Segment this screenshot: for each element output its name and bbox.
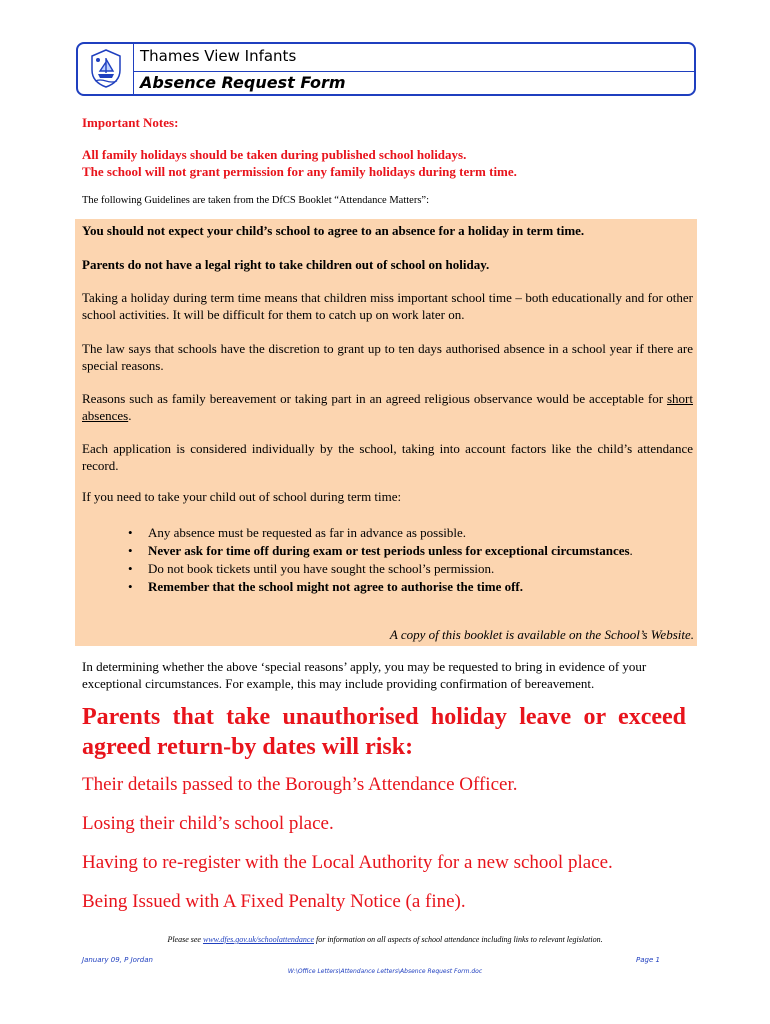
bullet-item-end: . <box>629 543 633 558</box>
panel-para-application: Each application is considered individually by the school, taking into account factors like the child’s attendance record. <box>82 441 693 473</box>
risk-item-fixed-penalty: Being Issued with A Fixed Penalty Notice (a fine). <box>82 891 466 912</box>
guidance-bullet-list <box>128 525 633 597</box>
header-divider <box>133 44 134 94</box>
footer-page-number: Page 1 <box>636 956 660 964</box>
school-name: Thames View Infants <box>140 47 297 65</box>
header-rule <box>133 71 694 72</box>
risk-item-attendance-officer: Their details passed to the Borough’s Attendance Officer. <box>82 774 518 795</box>
panel-bold-expectation: You should not expect your child’s school to agree to an absence for a holiday in term time. <box>82 223 585 238</box>
risk-item-re-register: Having to re-register with the Local Authority for a new school place. <box>82 852 613 873</box>
footnote <box>0 935 770 944</box>
form-title: Absence Request Form <box>140 73 346 92</box>
notes-line-no-permission: The school will not grant permission for any family holidays during term time. <box>82 164 517 179</box>
notes-heading: Important Notes: <box>82 115 179 130</box>
bullet-item-text: Remember that the school might not agree to authorise the time off. <box>148 579 524 594</box>
risk-item-school-place: Losing their child’s school place. <box>82 813 334 834</box>
short-absences-link[interactable]: short absences <box>82 391 693 423</box>
booklet-availability-note: A copy of this booklet is available on the School’s Website. <box>389 627 694 642</box>
footer-date-author: January 09, P Jordan <box>82 956 153 964</box>
panel-para-term-time: If you need to take your child out of school during term time: <box>82 489 402 504</box>
guidelines-text: The following Guidelines are taken from the DfCS Booklet “Attendance Matters”: <box>82 195 429 206</box>
panel-para-reasons-text: Reasons such as family bereavement or taking part in an agreed religious observance would be acceptable for <box>82 391 667 406</box>
bullet-item <box>128 561 633 579</box>
bullet-item <box>128 543 633 561</box>
footnote-text-end: for information on all aspects of school attendance including links to relevant legislation. <box>314 935 603 944</box>
notes-line-holidays: All family holidays should be taken during published school holidays. <box>82 147 467 162</box>
bullet-item <box>128 579 633 597</box>
evidence-paragraph: In determining whether the above ‘special reasons’ apply, you may be requested to bring in evidence of your exceptional circumstances. For example, this may include providing confirmation of bereavement. <box>82 659 647 691</box>
bullet-item-text: Any absence must be requested as far in advance as possible. <box>148 525 467 540</box>
panel-para-reasons <box>82 390 693 424</box>
footer-file-path: W:\Office Letters\Attendance Letters\Absence Request Form.doc <box>287 968 483 975</box>
panel-para-law: The law says that schools have the discretion to grant up to ten days authorised absence in a school year if there are special reasons. <box>82 341 693 373</box>
risk-heading: Parents that take unauthorised holiday leave or exceed agreed return-by dates will risk: <box>82 704 686 760</box>
panel-para-missing-school: Taking a holiday during term time means that children miss important school time – both educationally and for other school activities. It will be difficult for them to catch up on work later on. <box>82 290 693 322</box>
bullet-item <box>128 525 633 543</box>
panel-para-reasons-end: . <box>128 408 132 423</box>
dfes-attendance-link[interactable]: www.dfes.gov.uk/schoolattendance <box>202 935 314 944</box>
school-logo-icon <box>84 46 128 90</box>
bullet-item-text: Do not book tickets until you have sought the school’s permission. <box>148 561 495 576</box>
footnote-text: Please see <box>167 935 203 944</box>
bullet-item-text: Never ask for time off during exam or test periods unless for exceptional circumstances <box>148 543 630 558</box>
panel-bold-legal-right: Parents do not have a legal right to take children out of school on holiday. <box>82 257 490 272</box>
